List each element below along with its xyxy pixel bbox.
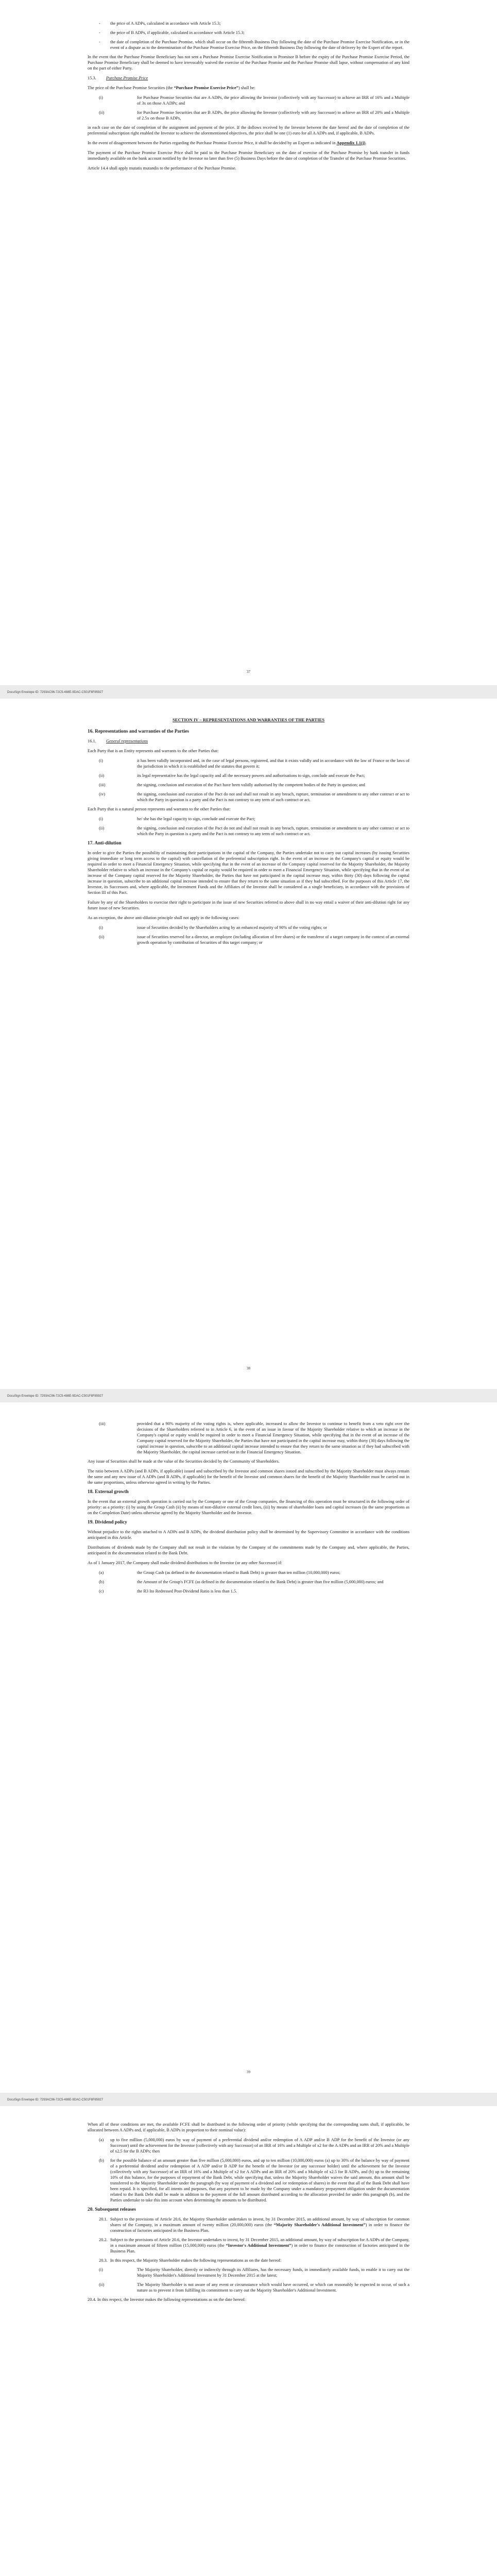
list-text: he/ she has the legal capacity to sign, conclude and execute the Pact; [137, 817, 255, 821]
list-text: the signing, conclusion and execution of the Pact have been validly authorised by the competent bodies of the Party in question; and [137, 783, 365, 787]
list-text: the Group Cash (as defined in the documentation related to Bank Debt) is greater than ten million (10,000,000) euros; [137, 1570, 340, 1575]
list-item [88, 39, 409, 50]
paragraph: Each Party that is an Entity represents and warrants to the other Parties that: [88, 749, 219, 753]
list-marker: 20.1. [99, 2217, 108, 2222]
paragraph: In the event that an external growth operation is carried out by the Company or one of the Group companies, the financing of this operation must be structured in the following order of priority: as a priority: (i) by using the Group Cash (ii) by means of non-dilutive external credit lines, (iii) by means of shareholder loans and capital increases (in the same proportions as on the Completion Date) unless otherwise agreed by the Majority Shareholder and the Investor. [88, 1499, 409, 1515]
list-item [88, 2258, 409, 2263]
list-item [88, 95, 409, 106]
list-marker: (a) [99, 1570, 104, 1575]
list-text: The Majority Shareholder, directly or indirectly through its Affiliates, has the necessary funds, in immediately available funds, to enable it to carry out the Majority Shareholder's Additional Investment by 31 December 2015 at the latest; [137, 2267, 409, 2278]
page-2 [0, 699, 497, 1389]
list-text: the price of B ADPs, if applicable, calculated in accordance with Article 15.3; [110, 30, 245, 35]
list-text: provided that a 90% majority of the voting rights is, where applicable, increased to allow the Investor to continue to benefit from a veto right over the decisions of the Shareholders referred to in Article 6, in the event of an issue in favour of the Majority Shareholder relative to which an increase in the Company's capital or equity would be required in order to meet a Financial Emergency Situation, while specifying that in the event of an increase of the Company capital reserved for the Majority Shareholder, the Parties that have not participated in the capital increase may, within thirty (30) days following the capital increase in question, subscribe to an additional capital increase intended to ensure that they return to the same situation as if they had subscribed with the Majority Shareholder, the capital increase carried out in the Financial Emergency Situation. [137, 1421, 409, 1454]
list-marker: (iii) [99, 783, 106, 787]
page-number: 39 [247, 2070, 250, 2074]
paragraph: As an exception, the above anti-dilution principle shall not apply in the following cases: [88, 916, 239, 920]
list-marker: (iv) [99, 792, 106, 796]
list-marker: - [99, 21, 100, 26]
list-text: issue of Securities reserved for a director, an employee (including allocation of free shares) or the transferor of a target company in the context of an external growth operation by contribution of Securities of this target company; or [137, 935, 409, 945]
list-item [88, 782, 409, 788]
list-item [88, 758, 409, 769]
list-marker: (ii) [99, 826, 105, 831]
article-heading: 19. Dividend policy [88, 1520, 127, 1525]
list-item [88, 2137, 409, 2154]
defined-term: “Investor's Additional Investment” [226, 2243, 292, 2248]
paragraph: Any issue of Securities shall be made at the value of the Securities decided by the Community of Shareholders. [88, 1459, 280, 1464]
text: ) shall be: [238, 86, 255, 90]
text: The price of the Purchase Promise Securities (the [88, 86, 174, 90]
list-item [88, 825, 409, 837]
subsection-heading [88, 75, 409, 81]
subsection-title: Purchase Promise Price [106, 76, 148, 80]
list-text: up to five million (5,000,000) euros by way of payment of a preferential dividend and/or redemption of A ADP and/or B ADP for the benefit of the Investor (or any Successor) until the achievement for the Investor (collectively with any Successor) of an IRR of 16% and a Multiple of x2 for the A ADPs and an IRR of 20% and a Multiple of x2.5 for the B ADPs; then [110, 2138, 409, 2154]
list-marker: (c) [99, 1589, 104, 1594]
paragraph: Without prejudice to the rights attached to A ADPs and B ADPs, the dividend distribution policy shall be determined by the Supervisory Committee in accordance with the conditions anticipated in this Article. [88, 1530, 409, 1540]
subsection-number: 15.3. [88, 76, 96, 80]
list-text: the date of completion of the Purchase Promise, which shall occur on the fifteenth Business Day following the date of the Purchase Promise Exercise Notification, or in the event of a dispute as to the determination of the Purchase Promise Exercise Price, on the fifteenth Business Day following the date of delivery by the Expert of the report. [110, 40, 409, 50]
list-text: for Purchase Promise Securities that are B ADPs, the price allowing the Investor (collectively with any Successor) to achieve an IRR of 20% and a Multiple of 2.5x on those B ADPs, [137, 110, 409, 121]
list-text: its legal representative has the legal capacity and all the necessary powers and authorisations to sign, conclude and execute the Pact; [137, 773, 365, 778]
paragraph: Article 14.4 shall apply mutatis mutandis to the performance of the Purchase Promise. [88, 166, 236, 171]
article-heading: 16. Representations and warranties of the Parties [88, 729, 189, 734]
list-marker: (b) [99, 1580, 104, 1584]
list-text: issue of Securities decided by the Shareholders acting by an enhanced majority of 90% of the voting rights; or [137, 925, 327, 930]
list-marker: (ii) [99, 110, 105, 115]
list-item [88, 2267, 409, 2278]
page-2-content [88, 712, 409, 949]
list-item [88, 110, 409, 121]
paragraph: Failure by any of the Shareholders to exercise their right to participate in the issue of new Securities referred to above shall in no way entail a waiver of their anti-dilution right for any future issue of new Securities. [88, 900, 409, 910]
text: . [365, 141, 367, 145]
paragraph: In the event that the Purchase Promise Beneficiary has not sent a Purchase Promise Exercise Notification to Promisor B before the expiry of the Purchase Promise Exercise Period, the Purchase Promise Beneficiary shall be deemed to have irrevocably waived the exercise of the Purchase Promise and the Purchase Promise shall lapse, without compensation of any kind on the part of either Party. [88, 55, 409, 71]
list-item [88, 1579, 409, 1585]
paragraph [88, 140, 409, 146]
list-marker: (i) [99, 758, 103, 763]
page-number: 37 [247, 670, 250, 674]
paragraph: In order to give the Parties the possibility of maintaining their participations in the capital of the Company, the Parties undertake not to carry out capital increases (by issuing Securities giving immediate or long term access to the capital) with cancellation of the preferential subscription right. In the event of an increase in the Company's capital or equity would be required in order to meet a Financial Emergency Situation, while specifying that in the event of an increase of the Company capital reserved for the Majority Shareholder, the Majority Shareholder relative to which an increase in the Company's capital or equity would be required in order to meet a Financial Emergency Situation, while specifying that in the event of an increase of the Company capital reserved for the Majority Shareholder, the Parties that have not participated in the capital increase may, within thirty (30) days following the capital increase in question, subscribe to an additional capital increase intended to ensure that they return to the same situation as if they had subscribed. For the purposes of this Article 17, the Investor, its Successors and, where applicable, the Investment Funds and the Affiliates of the Investor shall be considered as a single beneficiary, in accordance with the provisions of Section III of this Pact. [88, 851, 409, 895]
page-number: 38 [247, 1366, 250, 1370]
list-item [88, 2216, 409, 2233]
envelope-id: DocuSign Envelope ID: 7293AC96-72C5-488E-9DAC-C501F8F85927 [7, 691, 104, 694]
paragraph: in each case on the date of completion of the assignment and payment of the price. If the dollows received by the Investor between the date hereof and the date of completion of the preferential subscription right enabled the Investor to achieve the aforementioned objectives, the price shall be one (1) euro for all A ADPs and, if applicable, B ADPs. [88, 125, 409, 135]
paragraph [88, 85, 409, 91]
list-marker: (i) [99, 817, 103, 821]
list-marker: (i) [99, 925, 103, 930]
list-item [88, 791, 409, 803]
list-item [88, 2158, 409, 2203]
list-marker: (ii) [99, 935, 105, 939]
page-4 [0, 2106, 497, 2576]
subsection-heading [88, 738, 409, 744]
list-item [88, 1421, 409, 1455]
list-text: the signing, conclusion and execution of the Pact do not and shall not result in any breach, rupture, termination or amendment to any other contract or act to which the Party in question is a party and the Pact is not contrary to any term of such contract or act. [137, 792, 409, 802]
text: Subject to the provisions of Article 20.6, the Investor undertakes to invest, by 31 December 2015, an additional amount, by way of subscription for A ADPs of the Company, in a maximum amount of fifteen million (15,000,000) euros (the [110, 2238, 409, 2248]
page-1-content [88, 21, 409, 175]
list-item [88, 1570, 409, 1575]
text: In the event of disagreement between the Parties regarding the Purchase Promise Exercise Price, it shall be decided by an Expert as indicated in [88, 141, 337, 145]
list-marker: (i) [99, 2267, 103, 2272]
list-item [88, 773, 409, 778]
paragraph: The payment of the Purchase Promise Exercise Price shall be paid to the Purchase Promise Beneficiary on the date of exercise of the Purchase Promise by bank transfer in funds immediately available on the bank account notified by the Investor no later than five (5) Business Days before the date of completion of the Transfer of the Purchase Promise Securities. [88, 150, 409, 161]
list-item [88, 816, 409, 822]
list-marker: 20.3. [99, 2258, 108, 2263]
page-3 [0, 1402, 497, 2093]
list-item [88, 1588, 409, 1594]
subsection-title: General representations [106, 739, 148, 743]
subsection-number: 16.1. [88, 739, 96, 743]
list-text: it has been validly incorporated and, in the case of legal persons, registered, and that it exists validly and in accordance with the law of France or the laws of the jurisdiction in which it is established and the statutes that govern it; [137, 758, 409, 769]
list-item [88, 2237, 409, 2254]
list-marker: (b) [99, 2158, 104, 2163]
list-marker: - [99, 40, 100, 44]
defined-term: “Majority Shareholder's Additional Investment” [273, 2223, 366, 2227]
article-heading: 17. Anti-dilution [88, 841, 122, 846]
article-heading: 20. Subsequent releases [88, 2207, 136, 2212]
list-text: the Amount of the Group's FCFE (as defined in the documentation related to the Bank Debt) is greater than five million (5,000,000) euros; and [137, 1580, 384, 1584]
list-marker: (a) [99, 2138, 104, 2142]
list-text: for Purchase Promise Securities that are A ADPs, the price allowing the Investor (collectively with any Successor) to achieve an IRR of 16% and a Multiple of 3x on those A ADPs; and [137, 95, 409, 106]
page-3-content [88, 1421, 409, 1598]
list-item [88, 2282, 409, 2293]
paragraph: The ratio between A ADPs (and B ADPs, if applicable) issued and subscribed by the Investor and common shares issued and subscribed by the Majority Shareholder must always remain the same and any new issue of A ADPs (and B ADPs, if applicable) for the benefit of the Investor and common shares for the benefit of the Majority Shareholder must be carried out in the same proportions, unless otherwise agreed in writing by the Parties. [88, 1469, 409, 1485]
list-item [88, 21, 409, 26]
paragraph: When all of these conditions are met, the available FCFE shall be distributed in the following order of priority (while specifying that the corresponding sums shall, if applicable, be allocated between A ADPs and, if applicable, B ADPs in proportion to their nominal value): [88, 2122, 409, 2132]
list-item [88, 925, 409, 930]
envelope-id: DocuSign Envelope ID: 7293AC96-72C5-488E-9DAC-C501F8F85927 [7, 1395, 104, 1398]
defined-term: “Purchase Promise Exercise Price” [174, 86, 238, 90]
list-marker: (i) [99, 95, 103, 100]
list-marker: (ii) [99, 773, 105, 778]
text: ) in order to finance the construction of factories anticipated in the Business Plan. [110, 2243, 409, 2253]
paragraph: As of 1 January 2017, the Company shall make dividend distributions to the Investor (or any other Successor) if: [88, 1561, 282, 1565]
list-text: the signing, conclusion and execution of the Pact do not and shall not result in any breach, rupture, termination or amendment to any other contract or act to which the Party in question is a party and the Pact is not contrary to any term of such contract or act. [137, 826, 409, 836]
page-1 [0, 0, 497, 685]
list-text: the R3 Ito Redressed Post-Dividend Ratio is less than 1.5. [137, 1589, 237, 1594]
list-text: the price of A ADPs, calculated in accordance with Article 15.3; [110, 21, 221, 26]
text: In this respect, the Majority Shareholder makes the following representations as on the date hereof: [110, 2258, 282, 2263]
paragraph: Each Party that is a natural person represents and warrants to the other Parties that: [88, 807, 231, 811]
article-heading: 18. External growth [88, 1489, 129, 1495]
list-text: for the possible balance of an amount greater than five million (5,000,000) euros, and up to ten million (10,000,000) euros (a) up to 30% of the balance by way of payment of a preferential dividend and/or redemption of A ADP and/or B ADP for the benefit of the Investor (or any successor holder) until the achievement for the Investor (collectively with any Successor) of an IRR of 16% and a Multiple of x2 for A ADPs and an IRR of 20% and a Multiple of x2.5 for B ADPs, and (b) up to the remaining 10% of this balance, for the purposes of repayment of the Bank Debt, while specifying that, unless the Majority Shareholder waives the said amount, this amount shall be transferred to the Majority Shareholder under the paragraph (by way of payment of a dividend and /or redemption of shares) in the event that all of the Bank Debt shall have been repaid. It is specified, for all intents and purposes, that any payment to be made by the Company under a mandatory prepayment obligation under the documentation related to the Bank Debt shall be made in addition to the payment of the full amount distributed according to the allocation provided for under this paragraph (b), and the Parties undertake to take this into account when determining the amounts to be distributed. [110, 2158, 409, 2202]
text: ) in order to finance the construction of factories anticipated in the Business Plan. [110, 2223, 409, 2233]
paragraph: Distributions of dividends made by the Company shall not result in the violation by the Company of the commitments made by the Company and, where applicable, the Parties, anticipated in the documentation related to the Bank Debt. [88, 1545, 409, 1555]
paragraph: 20.4. In this respect, the Investor makes the following representations as on the date hereof: [88, 2297, 246, 2302]
list-item [88, 30, 409, 36]
list-text: The Majority Shareholder is not aware of any event or circumstance which would have occurred, or which can reasonably be expected to occur, of such a nature as to prevent it from fulfilling its commitment to carry out the Majority Shareholder's Additional Investment. [137, 2282, 409, 2293]
text: Subject to the provisions of Article 20.6, the Majority Shareholder undertakes to invest, by 31 December 2015, an additional amount, by way of subscription for common shares of the Company, in a maximum amount of twenty million (20,000,000) euros (the [110, 2217, 409, 2227]
appendix-link[interactable]: Appendix 1.1(j) [336, 141, 366, 145]
list-item [88, 934, 409, 945]
page-4-content [88, 2122, 409, 2307]
list-marker: (iii) [99, 1421, 106, 1426]
list-marker: (ii) [99, 2282, 105, 2287]
envelope-id: DocuSign Envelope ID: 7293AC96-72C5-488E-9DAC-C501F8F85927 [7, 2098, 104, 2102]
list-marker: 20.2. [99, 2238, 108, 2242]
section-heading: SECTION IV – REPRESENTATIONS AND WARRANTIES OF THE PARTIES [173, 717, 324, 722]
list-marker: - [99, 30, 100, 35]
